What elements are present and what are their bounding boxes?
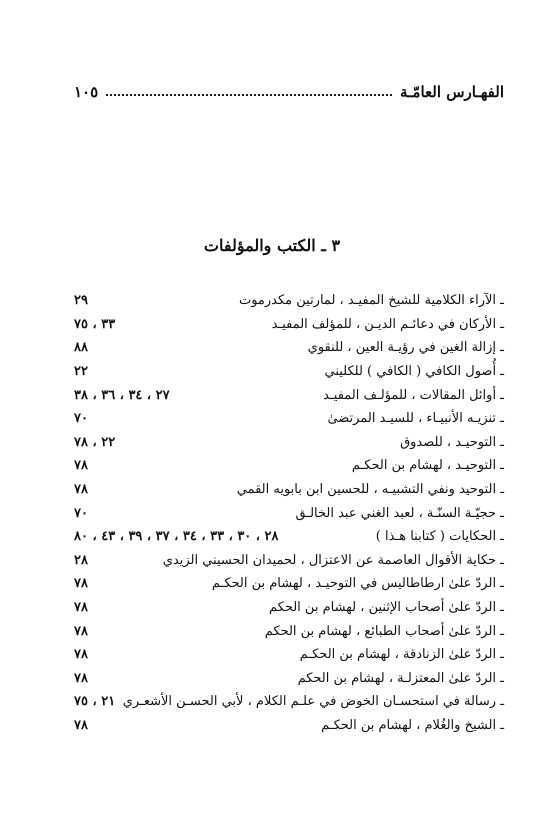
entry-title: ـ الآراء الكلامية للشيخ المفيـد ، لمارتين مكدرموت [238,293,504,309]
entry-title: ـ الردّ علىٰ الزنادقة ، لهشام بن الحكـم [299,647,504,663]
index-entry [74,478,504,502]
entry-title: ـ الردّ علىٰ المعتزلـة ، لهشام بن الحكم [297,670,504,686]
entry-pages: ٢٨ ، ٣٠ ، ٣٣ ، ٣٤ ، ٣٧ ، ٣٩ ، ٤٣ ، ٨٠ [74,529,279,545]
index-entry [74,431,504,455]
entry-title: ـ الحكايات ( كتابنا هـذا ) [375,529,504,545]
header-dot-leader [106,94,392,96]
entry-title: ـ أوائل المقالات ، للمؤلـف المفيـد [323,387,504,403]
index-entry [74,289,504,313]
page-number: ١٠٥ [74,83,99,101]
entry-pages: ٧٨ [74,717,88,733]
index-entry [74,596,504,620]
entry-pages: ٧٨ [74,482,88,498]
entry-title: ـ حجيّـة السنّـة ، لعبد الغني عبد الخالـق [295,505,504,521]
entry-pages: ٢٧ ، ٣٤ ، ٣٦ ، ٣٨ [74,387,170,403]
index-entry [74,501,504,525]
entry-pages: ٧٨ [74,623,88,639]
index-entry [74,549,504,573]
entry-title: ـ الردّ علىٰ أصحاب الإثنين ، لهشام بن الحكم [269,600,504,616]
entry-title: ـ تنزيـه الأنبيـاء ، للسيـد المرتضىٰ [327,411,504,427]
entry-pages: ٧٨ [74,647,88,663]
index-entry [74,336,504,360]
entry-pages: ٢١ ، ٧٥ [74,694,116,710]
index-entry [74,407,504,431]
index-entry [74,572,504,596]
entry-pages: ٧٠ [74,411,88,427]
header-title: الفهـارس العامّـة [400,83,504,101]
book-index-list [74,289,504,737]
entry-title: ـ التوحيـد ، لهشام بن الحكـم [351,458,504,474]
entry-pages: ٧٠ [74,505,88,521]
entry-title: ـ التوحيد ونفي التشبيـه ، للحسين ابن بابويه القمي [236,482,504,498]
entry-pages: ٧٨ [74,458,88,474]
entry-pages: ٧٨ [74,576,88,592]
entry-title: ـ الأركان في دعائـم الديـن ، للمؤلف المفيـد [271,316,504,332]
index-entry [74,360,504,384]
entry-title: ـ التوحيـد ، للصدوق [400,434,504,450]
entry-pages: ٢٨ [74,552,88,568]
index-entry [74,643,504,667]
entry-title: ـ الشيخ والغُلام ، لهشام بن الحكـم [321,717,504,733]
index-entry [74,313,504,337]
entry-title: ـ حكاية الأقوال العاصمة عن الاعتزال ، لحميدان الحسيني الزيدي [162,552,504,568]
index-entry [74,383,504,407]
entry-title: ـ إزالة الغين في رؤيـة العين ، للنقوي [307,340,504,356]
entry-title: ـ الردّ علىٰ ارطاطاليس في التوحيـد ، لهشام بن الحكـم [211,576,504,592]
entry-pages: ٧٨ [74,600,88,616]
index-entry [74,525,504,549]
entry-pages: ٣٣ ، ٧٥ [74,316,116,332]
index-entry [74,667,504,691]
index-entry [74,454,504,478]
section-title: ٣ ـ الكتب والمؤلفات [203,236,341,255]
entry-pages: ٧٨ [74,670,88,686]
index-entry [74,619,504,643]
entry-pages: ٨٨ [74,340,88,356]
running-header [74,79,504,105]
entry-pages: ٢٢ [74,364,88,380]
entry-title: ـ الردّ علىٰ أصحاب الطبائع ، لهشام بن الحكم [264,623,504,639]
index-entry [74,690,504,714]
entry-pages: ٢٩ [74,293,88,309]
entry-pages: ٢٢ ، ٧٨ [74,434,116,450]
entry-title: ـ رسالة في استحسـان الخوض في علـم الكلام ، لأبي الحسـن الأشعـري [122,694,504,710]
index-entry [74,714,504,738]
entry-title: ـ أُصول الكافي ( الكافي ) للكليني [324,364,504,380]
